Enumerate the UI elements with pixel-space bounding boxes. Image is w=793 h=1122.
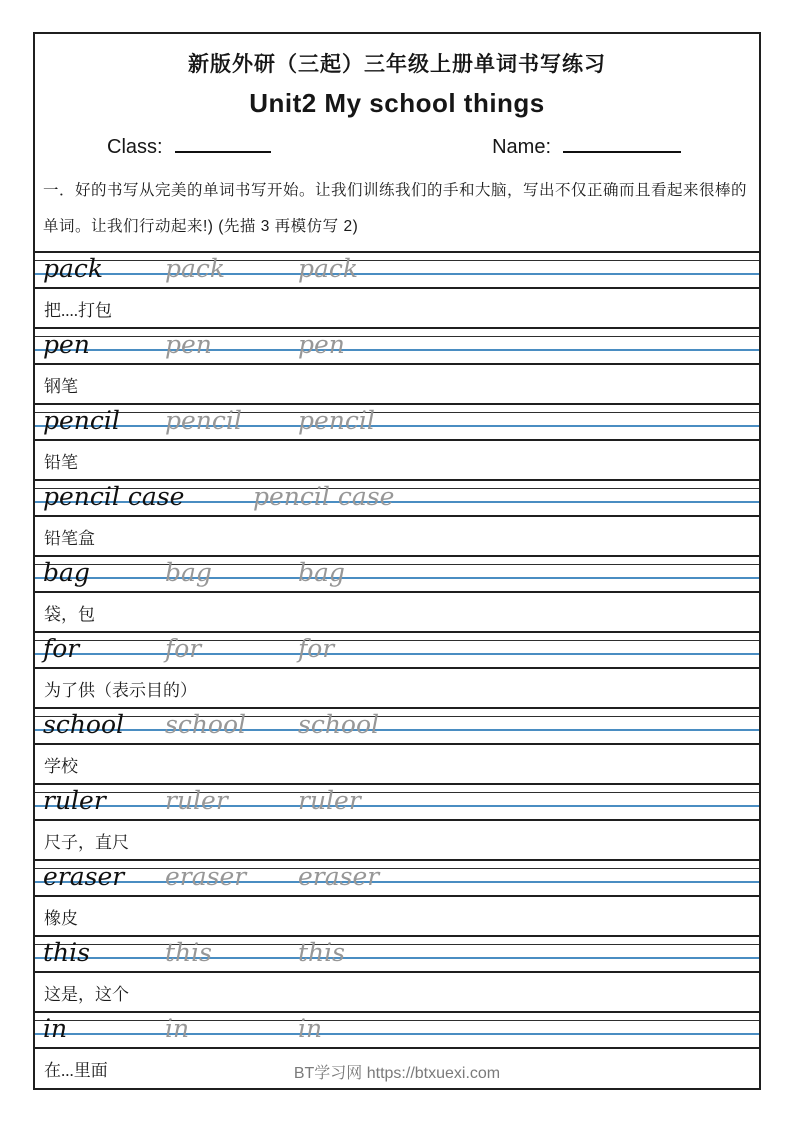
- staff-upper-line: [35, 260, 759, 261]
- staff-blue-baseline: [35, 957, 759, 959]
- staff-upper-line: [35, 1020, 759, 1021]
- practice-word: for: [43, 634, 80, 663]
- practice-word: pen: [43, 330, 90, 359]
- four-line-writing-staff: [35, 555, 759, 593]
- practice-word: this: [43, 938, 90, 967]
- staff-upper-line: [35, 868, 759, 869]
- word-practice-row: [35, 327, 759, 403]
- staff-blue-baseline: [35, 273, 759, 275]
- staff-blue-baseline: [35, 1033, 759, 1035]
- word-meaning: 这是，这个: [44, 984, 129, 1004]
- four-line-writing-staff: [35, 251, 759, 289]
- trace-word: bag: [165, 558, 212, 587]
- staff-upper-line: [35, 336, 759, 337]
- trace-word: pen: [298, 330, 345, 359]
- word-practice-row: [35, 859, 759, 935]
- trace-word: eraser: [165, 862, 247, 891]
- staff-upper-line: [35, 640, 759, 641]
- practice-word: pencil: [43, 406, 120, 435]
- trace-word: this: [165, 938, 212, 967]
- word-meaning: 袋，包: [44, 604, 95, 624]
- trace-word: eraser: [298, 862, 380, 891]
- four-line-writing-staff: [35, 707, 759, 745]
- trace-word: for: [165, 634, 202, 663]
- class-field: [107, 133, 271, 159]
- word-practice-row: [35, 555, 759, 631]
- trace-word: in: [298, 1014, 323, 1043]
- class-name-row: [35, 133, 759, 159]
- four-line-writing-staff: [35, 403, 759, 441]
- name-field: [492, 133, 681, 159]
- trace-word: this: [298, 938, 345, 967]
- four-line-writing-staff: [35, 1011, 759, 1049]
- word-meaning: 把....打包: [44, 300, 112, 320]
- word-practice-row: [35, 251, 759, 327]
- practice-word: pencil case: [43, 482, 185, 511]
- practice-rows: [35, 251, 759, 1087]
- four-line-writing-staff: [35, 479, 759, 517]
- staff-blue-baseline: [35, 805, 759, 807]
- staff-blue-baseline: [35, 881, 759, 883]
- class-label: Class:: [107, 136, 163, 158]
- trace-word: school: [165, 710, 247, 739]
- word-practice-row: [35, 479, 759, 555]
- trace-word: in: [165, 1014, 190, 1043]
- word-meaning: 在...里面: [44, 1060, 108, 1080]
- trace-word: for: [298, 634, 335, 663]
- practice-word: in: [43, 1014, 68, 1043]
- word-practice-row: [35, 935, 759, 1011]
- unit-title: Unit2 My school things: [249, 88, 545, 118]
- staff-blue-baseline: [35, 349, 759, 351]
- four-line-writing-staff: [35, 631, 759, 669]
- practice-word: bag: [43, 558, 90, 587]
- staff-blue-baseline: [35, 653, 759, 655]
- word-meaning: 铅笔盒: [44, 528, 95, 548]
- name-label: Name:: [492, 136, 551, 158]
- practice-word: pack: [43, 254, 104, 283]
- staff-upper-line: [35, 792, 759, 793]
- staff-blue-baseline: [35, 425, 759, 427]
- word-practice-row: [35, 631, 759, 707]
- trace-word: pack: [165, 254, 226, 283]
- four-line-writing-staff: [35, 783, 759, 821]
- word-practice-row: [35, 707, 759, 783]
- four-line-writing-staff: [35, 935, 759, 973]
- worksheet-page: [33, 32, 761, 1090]
- word-meaning: 尺子，直尺: [44, 832, 129, 852]
- practice-word: eraser: [43, 862, 125, 891]
- word-meaning: 钢笔: [44, 376, 78, 396]
- staff-upper-line: [35, 944, 759, 945]
- practice-word: school: [43, 710, 125, 739]
- four-line-writing-staff: [35, 327, 759, 365]
- trace-word: ruler: [165, 786, 228, 815]
- word-meaning: 为了供（表示目的）: [44, 680, 197, 700]
- word-meaning: 学校: [44, 756, 78, 776]
- exercise-instruction: 一．好的书写从完美的单词书写开始。让我们训练我们的手和大脑，写出不仅正确而且看起来很棒的单词。让我们行动起来!) (先描 3 再模仿写 2): [43, 182, 748, 235]
- trace-word: ruler: [298, 786, 361, 815]
- name-blank-line: [563, 133, 681, 153]
- site-watermark: BT学习网 https://btxuexi.com: [293, 1065, 501, 1082]
- trace-word: bag: [298, 558, 345, 587]
- staff-upper-line: [35, 412, 759, 413]
- trace-word: pack: [298, 254, 359, 283]
- four-line-writing-staff: [35, 859, 759, 897]
- word-practice-row: [35, 403, 759, 479]
- practice-word: ruler: [43, 786, 106, 815]
- staff-blue-baseline: [35, 577, 759, 579]
- staff-upper-line: [35, 716, 759, 717]
- word-meaning: 铅笔: [44, 452, 78, 472]
- trace-word: pencil: [298, 406, 375, 435]
- trace-word: pen: [165, 330, 212, 359]
- word-practice-row: [35, 783, 759, 859]
- trace-word: school: [298, 710, 380, 739]
- staff-blue-baseline: [35, 729, 759, 731]
- page-title: 新版外研（三起）三年级上册单词书写练习: [188, 53, 606, 76]
- staff-upper-line: [35, 564, 759, 565]
- trace-word: pencil case: [253, 482, 395, 511]
- class-blank-line: [175, 133, 271, 153]
- word-meaning: 橡皮: [44, 908, 78, 928]
- trace-word: pencil: [165, 406, 242, 435]
